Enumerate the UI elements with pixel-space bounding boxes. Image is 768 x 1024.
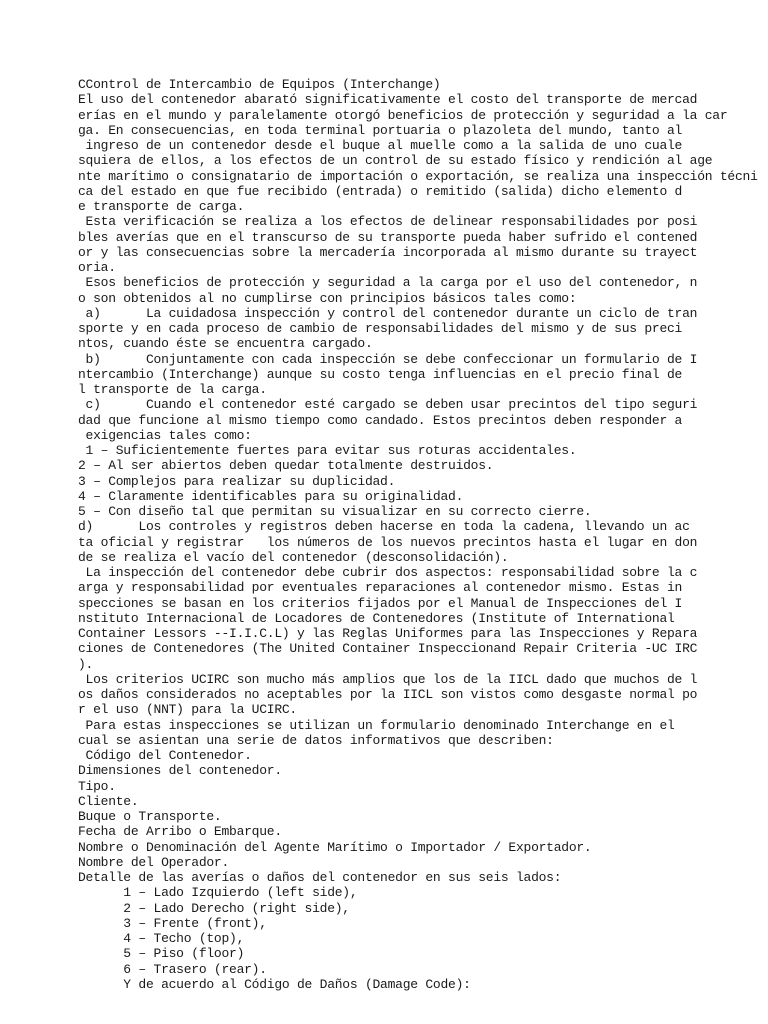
text-line: e transporte de carga.	[78, 199, 245, 214]
text-line: Tipo.	[78, 778, 116, 794]
text-line: exigencias tales como:	[78, 427, 252, 443]
text-line: 1 – Lado Izquierdo (left side),	[78, 885, 358, 901]
text-line: 6 – Trasero (rear).	[78, 961, 267, 977]
text-line: 3 – Frente (front),	[78, 915, 267, 931]
text-line: ntercambio (Interchange) aunque su costo tenga influencias en el precio final de	[78, 366, 683, 382]
text-line: El uso del contenedor abarató significativamente el costo del transporte de mercad	[78, 92, 698, 108]
text-line: erías en el mundo y paralelamente otorgó beneficios de protección y seguridad a la car	[78, 107, 728, 123]
text-line: Fecha de Arribo o Embarque.	[78, 824, 282, 840]
text-line: ta oficial y registrar los números de los nuevos precintos hasta el lugar en don	[78, 534, 698, 550]
text-line: Código del Contenedor.	[78, 748, 252, 763]
text-line: o son obtenidos al no cumplirse con principios básicos tales como:	[78, 290, 577, 306]
text-line: La inspección del contenedor debe cubrir dos aspectos: responsabilidad sobre la c	[78, 565, 698, 580]
text-line: oria.	[78, 260, 116, 275]
text-line: sporte y en cada proceso de cambio de responsabilidades del mismo y de sus preci	[78, 321, 683, 336]
text-line: ga. En consecuencias, en toda terminal portuaria o plazoleta del mundo, tanto al	[78, 122, 683, 138]
text-line: Dimensiones del contenedor.	[78, 763, 282, 779]
text-line: Para estas inspecciones se utilizan un formulario denominado Interchange en el	[78, 717, 675, 733]
text-line: ).	[78, 656, 94, 672]
text-line: nstituto Internacional de Locadores de Contenedores (Institute of International	[78, 610, 675, 626]
text-line: CControl de Intercambio de Equipos (Interchange)	[78, 77, 441, 92]
text-line: d) Los controles y registros deben hacerse en toda la cadena, llevando un ac	[78, 519, 690, 535]
text-line: 2 – Lado Derecho (right side),	[78, 900, 350, 916]
text-line: squiera de ellos, a los efectos de un control de su estado físico y rendición al age	[78, 153, 713, 169]
text-line: or y las consecuencias sobre la mercadería incorporada al mismo durante su trayect	[78, 244, 698, 260]
text-line: Buque o Transporte.	[78, 809, 222, 824]
text-line: c) Cuando el contenedor esté cargado se deben usar precintos del tipo seguri	[78, 397, 698, 413]
text-line: dad que funcione al mismo tiempo como candado. Estos precintos deben responder a	[78, 412, 683, 428]
text-line: 4 – Techo (top),	[78, 931, 245, 946]
text-line: Nombre o Denominación del Agente Marítimo o Importador / Exportador.	[78, 839, 592, 855]
text-line: 5 – Piso (floor)	[78, 946, 245, 962]
text-line: ca del estado en que fue recibido (entrada) o remitido (salida) dicho elemento d	[78, 183, 683, 199]
document-body	[78, 77, 768, 992]
text-line: Y de acuerdo al Código de Daños (Damage Code):	[78, 976, 471, 992]
text-line: a) La cuidadosa inspección y control del contenedor durante un ciclo de tran	[78, 305, 698, 321]
text-line: ntos, cuando éste se encuentra cargado.	[78, 336, 373, 352]
text-line: b) Conjuntamente con cada inspección se debe confeccionar un formulario de I	[78, 351, 698, 367]
text-line: ciones de Contenedores (The United Container Inspeccionand Repair Criteria -UC IRC	[78, 641, 698, 657]
text-line: arga y responsabilidad por eventuales reparaciones al contenedor mismo. Estas in	[78, 580, 683, 596]
text-line: 5 – Con diseño tal que permitan su visualizar en su correcto cierre.	[78, 504, 592, 519]
text-line: cual se asientan una serie de datos informativos que describen:	[78, 732, 554, 748]
text-line: Los criterios UCIRC son mucho más amplios que los de la IICL dado que muchos de l	[78, 671, 698, 687]
text-line: 2 – Al ser abiertos deben quedar totalmente destruidos.	[78, 458, 494, 474]
text-line: l transporte de la carga.	[78, 382, 267, 397]
text-line: specciones se basan en los criterios fijados por el Manual de Inspecciones del I	[78, 595, 683, 611]
text-line: ingreso de un contenedor desde el buque al muelle como a la salida de uno cuale	[78, 138, 683, 153]
text-line: 1 – Suficientemente fuertes para evitar sus roturas accidentales.	[78, 443, 577, 458]
text-line: Container Lessors --I.I.C.L) y las Reglas Uniformes para las Inspecciones y Repara	[78, 626, 698, 641]
text-line: de se realiza el vacío del contenedor (desconsolidación).	[78, 549, 509, 565]
text-line: 3 – Complejos para realizar su duplicidad.	[78, 473, 396, 489]
text-line: r el uso (NNT) para la UCIRC.	[78, 702, 297, 718]
text-line: os daños considerados no aceptables por la IICL son vistos como desgaste normal po	[78, 687, 698, 702]
text-line: 4 – Claramente identificables para su originalidad.	[78, 488, 464, 504]
text-line: Detalle de las averías o daños del contenedor en sus seis lados:	[78, 870, 562, 885]
text-line: nte marítimo o consignatario de importación o exportación, se realiza una inspección técni	[78, 168, 758, 184]
text-line: Esos beneficios de protección y seguridad a la carga por el uso del contenedor, n	[78, 275, 698, 291]
text-line: Nombre del Operador.	[78, 854, 230, 870]
text-line: Cliente.	[78, 793, 139, 809]
text-line: Esta verificación se realiza a los efectos de delinear responsabilidades por posi	[78, 214, 698, 230]
text-line: bles averías que en el transcurso de su transporte pueda haber sufrido el contened	[78, 229, 698, 245]
